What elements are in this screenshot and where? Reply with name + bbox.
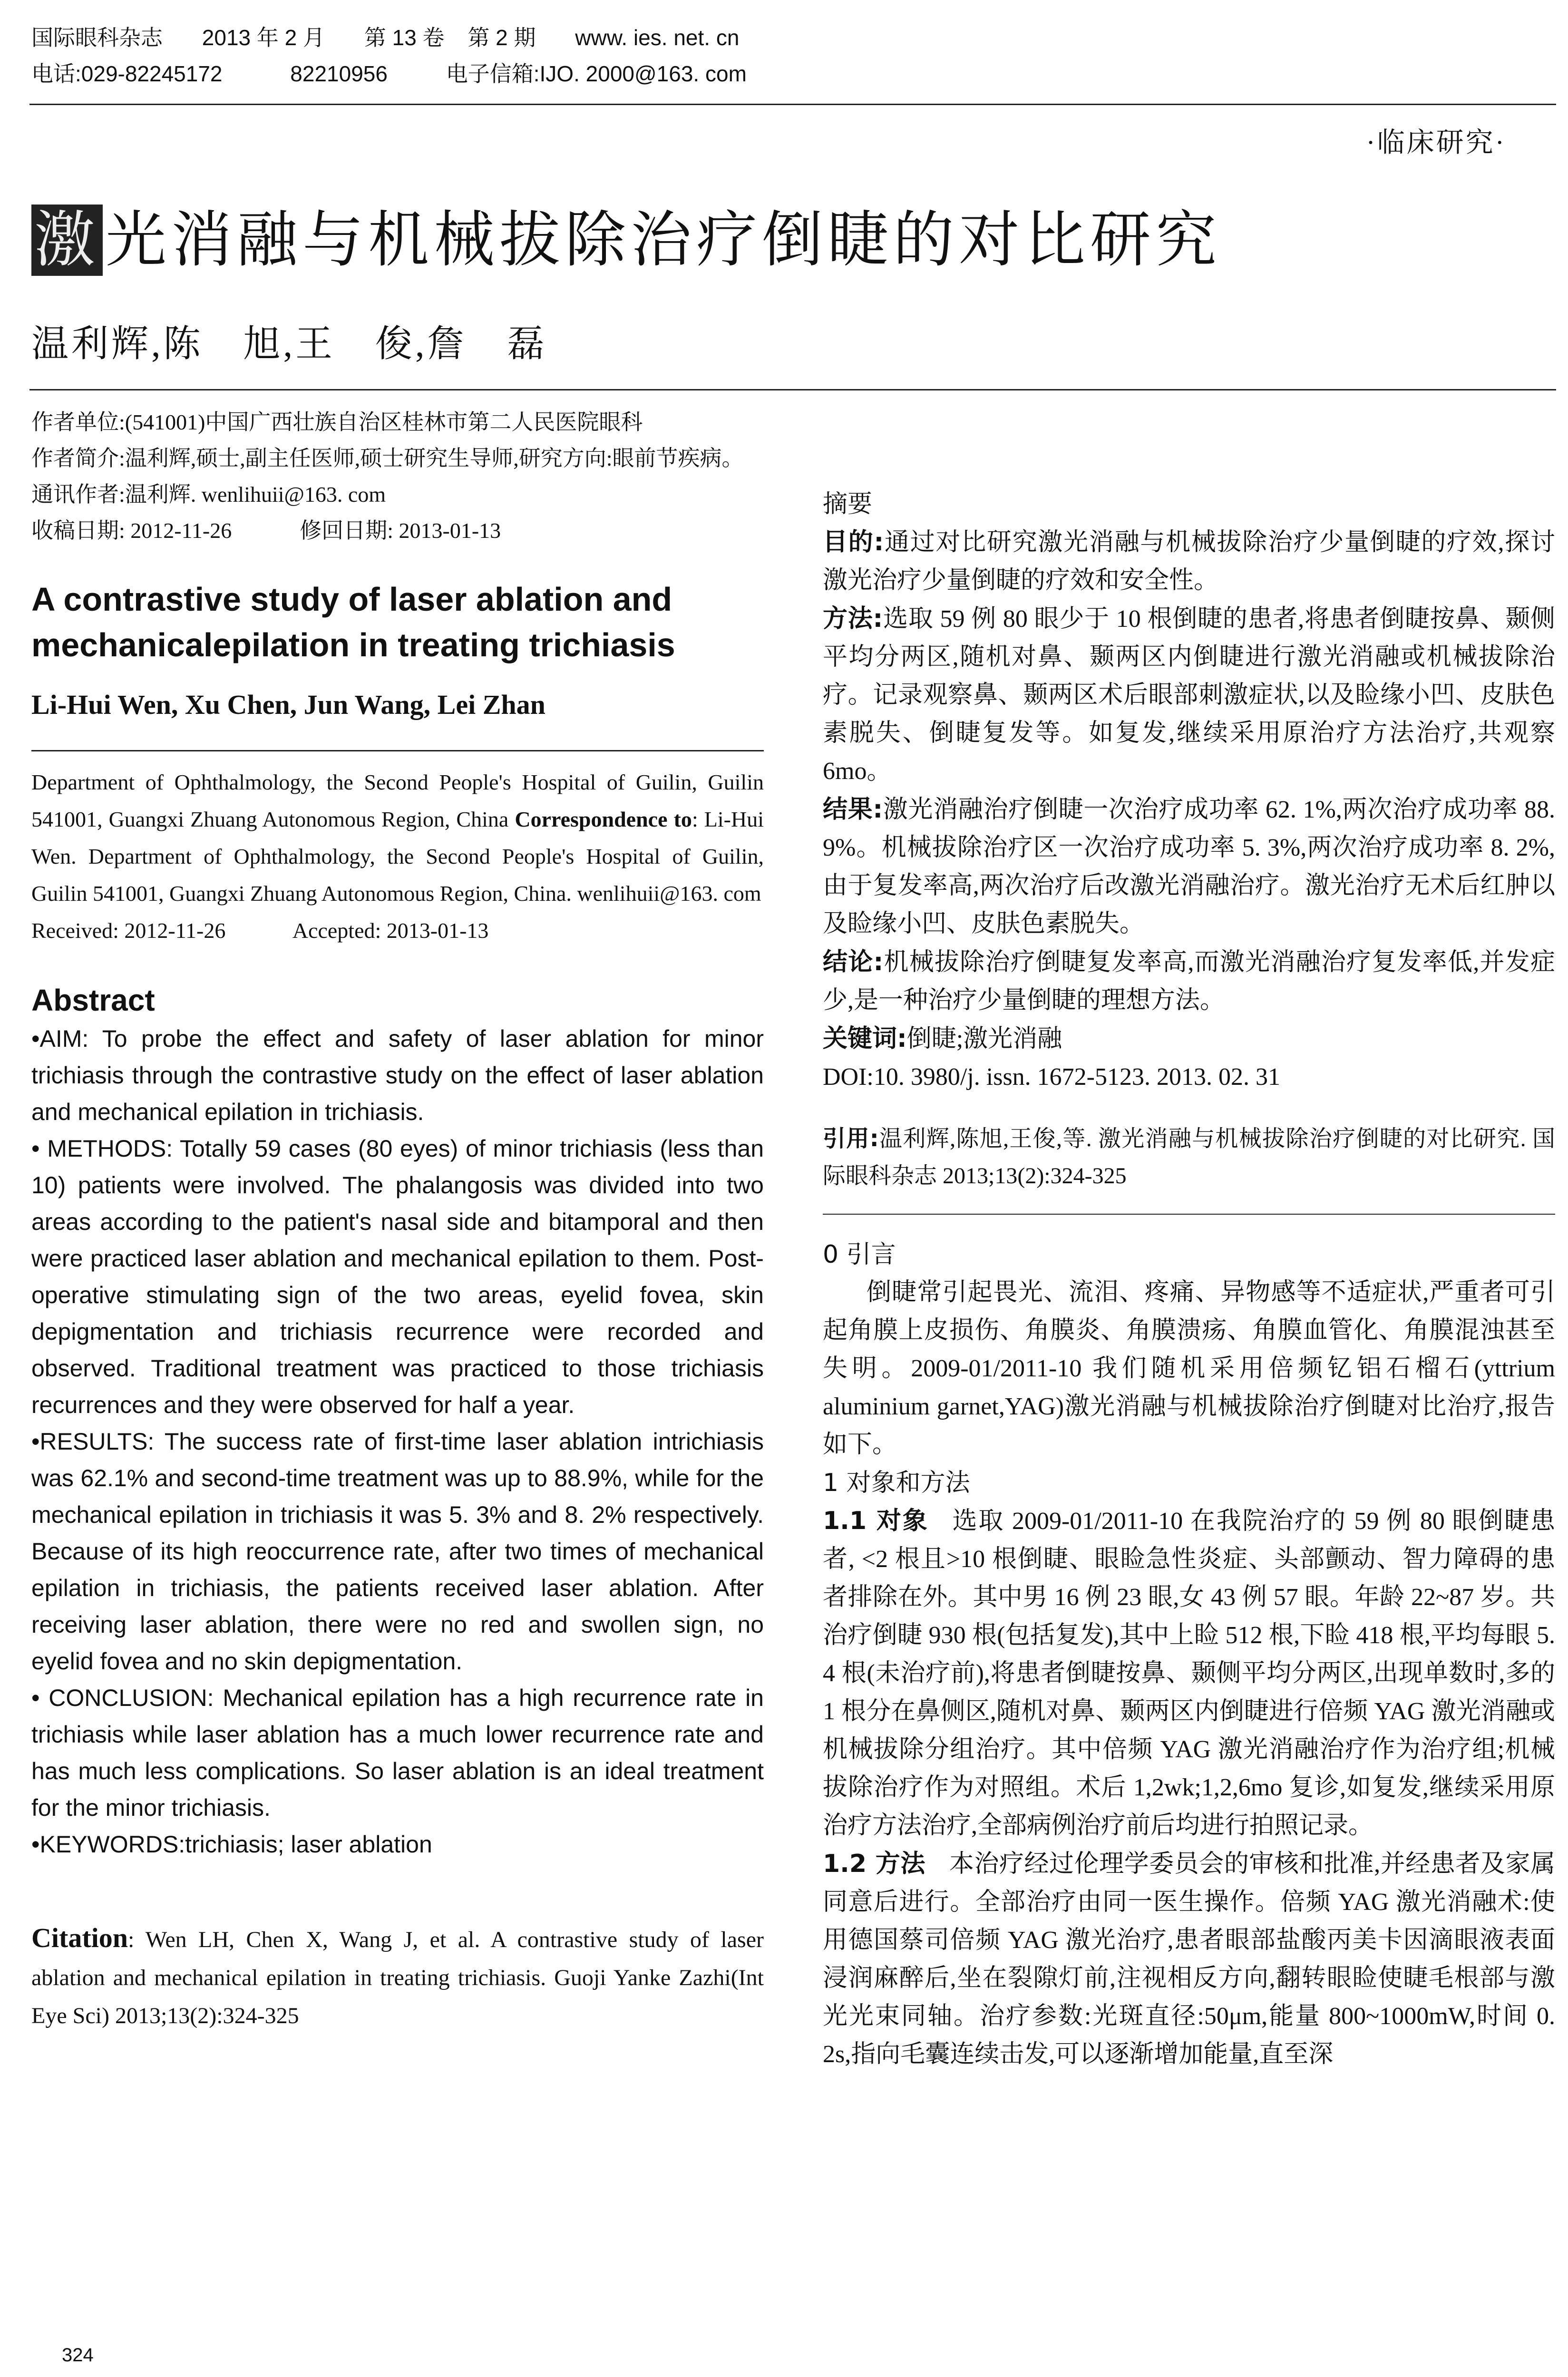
website: www. ies. net. cn	[575, 25, 740, 50]
header-divider	[29, 104, 1556, 105]
cn-keywords	[823, 1020, 1555, 1058]
result-label: 结果:	[823, 795, 883, 824]
issue-date: 2013 年 2 月	[202, 25, 325, 50]
journal-header	[31, 23, 780, 88]
abstract-keywords: •KEYWORDS:trichiasis; laser ablation	[31, 1831, 432, 1858]
cn-citation-text: 温利辉,陈旭,王俊,等. 激光消融与机械拔除治疗倒睫的对比研究. 国际眼科杂志 2013;13(2):324-325	[823, 1126, 1555, 1188]
english-title: A contrastive study of laser ablation and mechanicalepilation in treating trichiasis	[31, 581, 675, 663]
cn-citation	[823, 1120, 1555, 1195]
citation-divider	[823, 1214, 1555, 1215]
conclusion-text: 机械拔除治疗倒睫复发率高,而激光消融治疗复发率低,并发症少,是一种治疗少量倒睫的理想方法。	[823, 949, 1555, 1014]
procedure-label: 1.2 方法	[823, 1850, 925, 1878]
section-label: ·临床研究·	[1366, 127, 1506, 158]
intro-heading: 0 引言	[823, 1240, 896, 1269]
dates-cn	[31, 513, 764, 549]
page-number: 324	[62, 2345, 94, 2366]
revised-date-cn: 修回日期: 2013-01-13	[300, 518, 501, 543]
abstract-conclusion: • CONCLUSION: Mechanical epilation has a high recurrence rate in trichiasis while laser ablation has a much lower recurrence rate and has much less complications. So laser ablation is an ideal treatment for the minor trichiasis.	[31, 1685, 764, 1821]
methods-procedure	[823, 1845, 1555, 2074]
header-line-2	[31, 59, 780, 88]
english-authors: Li-Hui Wen, Xu Chen, Jun Wang, Lei Zhan	[31, 689, 545, 720]
phone-2: 82210956	[290, 61, 388, 86]
abstract-results: •RESULTS: The success rate of first-time laser ablation intrichiasis was 62.1% and second-time treatment was up to 88.9%, while for the mechanical epilation in trichiasis it was 5. 3% and 8. 2% respectively. Because of its high reoccurrence rate, after two times of mechanical epilation in trichiasis, the patients received laser ablation. After receiving laser ablation, there were no red and swollen sign, no eyelid fovea and no skin depigmentation.	[31, 1428, 764, 1675]
correspondence-cn: 通讯作者:温利辉. wenlihuii@163. com	[31, 482, 386, 507]
abstract-methods: • METHODS: Totally 59 cases (80 eyes) of minor trichiasis (less than 10) patients were involved. The phalangosis was divided into two areas according to the patient's nasal side and bitamporal and then were practiced laser ablation and mechanical epilation to them. Post-operative stimulating sign of the two areas, eyelid fovea, skin depigmentation and trichiasis recurrence were recorded and observed. Traditional treatment was practiced to those trichiasis recurrences and they were observed for half a year.	[31, 1135, 764, 1418]
cn-abstract-conclusion	[823, 943, 1555, 1020]
doi: DOI:10. 3980/j. issn. 1672-5123. 2013. 02. 31	[823, 1063, 1280, 1091]
authors-cn: 温利辉,陈 旭,王 俊,詹 磊	[31, 323, 547, 364]
english-abstract	[31, 1021, 764, 1863]
left-column	[31, 404, 764, 2035]
phone-1: 电话:029-82245172	[31, 61, 223, 86]
result-text: 激光消融治疗倒睫一次治疗成功率 62. 1%,两次治疗成功率 88. 9%。机械拔除治疗区一次治疗成功率 5. 3%,两次治疗成功率 8. 2%,由于复发率高,两次治疗后改激光消融治疗。激光治疗无术后红肿以及睑缘小凹、皮肤色素脱失。	[823, 796, 1555, 937]
authors-divider	[31, 750, 764, 751]
article-title	[31, 205, 1221, 276]
keywords-text: 倒睫;激光消融	[906, 1025, 1062, 1052]
title-divider	[29, 389, 1556, 390]
cn-abstract-result	[823, 790, 1555, 943]
citation-en	[31, 1919, 764, 2035]
correspondence-en: : Li-Hui Wen. Department of Ophthalmology, the Second People's Hospital of Guilin, Guilin 541001, Guangxi Zhuang Autonomous Region, China. wenlihuii@163. com	[31, 807, 764, 906]
cn-abstract-aim	[823, 523, 1555, 600]
accepted-date-en: Accepted: 2013-01-13	[292, 918, 489, 943]
method-text: 选取 59 例 80 眼少于 10 根倒睫的患者,将患者倒睫按鼻、颞侧平均分两区,随机对鼻、颞两区内倒睫进行激光消融或机械拔除治疗。记录观察鼻、颞两区术后眼部刺激症状,以及睑缘小凹、皮肤色素脱失、倒睫复发等。如复发,继续采用原治疗方法治疗,共观察 6mo。	[823, 605, 1555, 785]
cn-abstract-method	[823, 600, 1555, 790]
english-affiliation	[31, 764, 764, 912]
method-label: 方法:	[823, 604, 883, 633]
title-text: 光消融与机械拔除治疗倒睫的对比研究	[106, 206, 1222, 274]
abstract-heading: Abstract	[31, 983, 155, 1017]
author-bio: 作者简介:温利辉,硕士,副主任医师,硕士研究生导师,研究方向:眼前节疾病。	[31, 446, 744, 470]
volume: 第 13 卷	[364, 25, 445, 50]
affiliation: 作者单位:(541001)中国广西壮族自治区桂林市第二人民医院眼科	[31, 410, 643, 434]
journal-name: 国际眼科杂志	[31, 25, 163, 50]
aim-label: 目的:	[823, 528, 884, 556]
correspondence-label: Correspondence to	[515, 807, 692, 831]
intro-body: 倒睫常引起畏光、流泪、疼痛、异物感等不适症状,严重者可引起角膜上皮损伤、角膜炎、角膜溃疡、角膜血管化、角膜混浊甚至失明。2009-01/2011-10 我们随机采用倍频钇铝石榴石(yttrium aluminium garnet,YAG)激光消融与机械拔除治疗倒睫对比治疗,报告如下。	[823, 1279, 1555, 1458]
procedure-text: 本治疗经过伦理学委员会的审核和批准,并经患者及家属同意后进行。全部治疗由同一医生操作。倍频 YAG 激光消融术:使用德国蔡司倍频 YAG 激光治疗,患者眼部盐酸丙美卡因滴眼液表面浸润麻醉后,坐在裂隙灯前,注视相反方向,翻转眼睑使睫毛根部与激光光束同轴。治疗参数:光斑直径:50μm,能量 800~1000mW,时间 0. 2s,指向毛囊连续击发,可以逐渐增加能量,直至深	[823, 1851, 1555, 2068]
received-date-cn: 收稿日期: 2012-11-26	[31, 518, 232, 543]
cn-citation-label: 引用:	[823, 1125, 879, 1152]
methods-heading: 1 对象和方法	[823, 1469, 970, 1497]
department: Department of Ophthalmology, the Second People's Hospital of Guilin, Guilin 541001, Guangxi Zhuang Autonomous Region, China	[31, 770, 764, 831]
abstract-aim: •AIM: To probe the effect and safety of laser ablation for minor trichiasis through the contrastive study on the effect of laser ablation and mechanical epilation in trichiasis.	[31, 1025, 764, 1125]
received-date-en: Received: 2012-11-26	[31, 918, 226, 943]
email: 电子信箱:IJO. 2000@163. com	[446, 61, 747, 86]
subjects-text: 选取 2009-01/2011-10 在我院治疗的 59 例 80 眼倒睫患者, <2 根且>10 根倒睫、眼睑急性炎症、头部颤动、智力障碍的患者排除在外。其中男 16 例 23 眼,女 43 例 57 眼。年龄 22~87 岁。共治疗倒睫 930 根(包括复发),其中上睑 512 根,下睑 418 根,平均每眼 5. 4 根(未治疗前),将患者倒睫按鼻、颞侧平均分两区,出现单数时,多的 1 根分在鼻侧区,随机对鼻、颞两区内倒睫进行倍频 YAG 激光消融或机械拔除分组治疗。其中倍频 YAG 激光消融治疗作为治疗组;机械拔除治疗作为对照组。术后 1,2wk;1,2,6mo 复诊,如复发,继续采用原治疗方法治疗,全部病例治疗前后均进行拍照记录。	[823, 1508, 1555, 1839]
english-dates	[31, 912, 764, 949]
subjects-label: 1.1 对象	[823, 1507, 929, 1535]
issue: 第 2 期	[467, 25, 536, 50]
conclusion-label: 结论:	[823, 948, 884, 976]
cn-abstract-heading: 摘要	[823, 490, 873, 518]
keywords-label: 关键词:	[823, 1024, 907, 1053]
title-initial: 激	[31, 205, 103, 276]
aim-text: 通过对比研究激光消融与机械拔除治疗少量倒睫的疗效,探讨激光治疗少量倒睫的疗效和安全性。	[823, 529, 1555, 594]
citation-label: Citation	[31, 1922, 128, 1953]
right-column	[823, 485, 1555, 2074]
citation-text: : Wen LH, Chen X, Wang J, et al. A contrastive study of laser ablation and mechanical epilation in treating trichiasis. Guoji Yanke Zazhi(Int Eye Sci) 2013;13(2):324-325	[31, 1927, 764, 2028]
header-line-1	[31, 23, 780, 52]
methods-subjects	[823, 1502, 1555, 1845]
